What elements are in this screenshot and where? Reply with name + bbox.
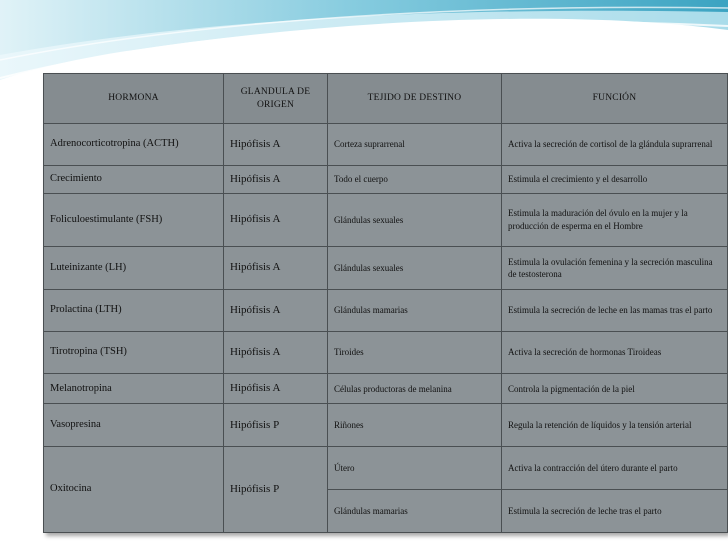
cell-funcion: Estimula el crecimiento y el desarrollo: [502, 165, 728, 193]
cell-glandula: Hipófisis A: [224, 289, 328, 331]
cell-funcion: Controla la pigmentación de la piel: [502, 374, 728, 404]
hormone-table-container: [43, 73, 727, 533]
table-row: [44, 124, 728, 166]
cell-glandula: Hipófisis A: [224, 374, 328, 404]
cell-funcion: Estimula la ovulación femenina y la secreción masculina de testosterona: [502, 246, 728, 289]
cell-funcion: Activa la contracción del útero durante el parto: [502, 447, 728, 490]
cell-funcion: Activa la secreción de hormonas Tiroideas: [502, 331, 728, 374]
cell-hormona: Vasopresina: [44, 404, 224, 447]
cell-tejido: Tiroides: [328, 331, 502, 374]
table-row: [44, 447, 728, 490]
table-row: [44, 193, 728, 246]
header-tejido: TEJIDO DE DESTINO: [328, 74, 502, 124]
cell-tejido: Todo el cuerpo: [328, 165, 502, 193]
cell-funcion: Estimula la secreción de leche en las mamas tras el parto: [502, 289, 728, 331]
cell-tejido: Glándulas mamarias: [328, 489, 502, 532]
cell-tejido: Útero: [328, 447, 502, 490]
cell-funcion: Regula la retención de líquidos y la tensión arterial: [502, 404, 728, 447]
cell-funcion: Estimula la maduración del óvulo en la mujer y la producción de esperma en el Hombre: [502, 193, 728, 246]
header-glandula: GLANDULA DE ORIGEN: [224, 74, 328, 124]
cell-funcion: Estimula la secreción de leche tras el parto: [502, 489, 728, 532]
cell-hormona: Melanotropina: [44, 374, 224, 404]
header-hormona: HORMONA: [44, 74, 224, 124]
cell-hormona: Tirotropina (TSH): [44, 331, 224, 374]
table-row: [44, 404, 728, 447]
hormone-table: [43, 73, 728, 533]
cell-glandula: Hipófisis A: [224, 124, 328, 166]
cell-hormona: Oxitocina: [44, 447, 224, 533]
table-row: [44, 289, 728, 331]
table-row: [44, 165, 728, 193]
table-row: [44, 374, 728, 404]
header-funcion: FUNCIÓN: [502, 74, 728, 124]
cell-tejido: Glándulas sexuales: [328, 246, 502, 289]
cell-glandula: Hipófisis A: [224, 165, 328, 193]
cell-glandula: Hipófisis P: [224, 404, 328, 447]
table-row: [44, 246, 728, 289]
cell-hormona: Crecimiento: [44, 165, 224, 193]
cell-tejido: Glándulas mamarias: [328, 289, 502, 331]
cell-tejido: Corteza suprarrenal: [328, 124, 502, 166]
cell-tejido: Riñones: [328, 404, 502, 447]
cell-hormona: Foliculoestimulante (FSH): [44, 193, 224, 246]
cell-tejido: Glándulas sexuales: [328, 193, 502, 246]
cell-glandula: Hipófisis P: [224, 447, 328, 533]
cell-tejido: Células productoras de melanina: [328, 374, 502, 404]
table-row: [44, 331, 728, 374]
cell-glandula: Hipófisis A: [224, 246, 328, 289]
cell-hormona: Prolactina (LTH): [44, 289, 224, 331]
cell-funcion: Activa la secreción de cortisol de la glándula suprarrenal: [502, 124, 728, 166]
cell-glandula: Hipófisis A: [224, 331, 328, 374]
table-header-row: [44, 74, 728, 124]
cell-hormona: Adrenocorticotropina (ACTH): [44, 124, 224, 166]
cell-glandula: Hipófisis A: [224, 193, 328, 246]
cell-hormona: Luteinizante (LH): [44, 246, 224, 289]
